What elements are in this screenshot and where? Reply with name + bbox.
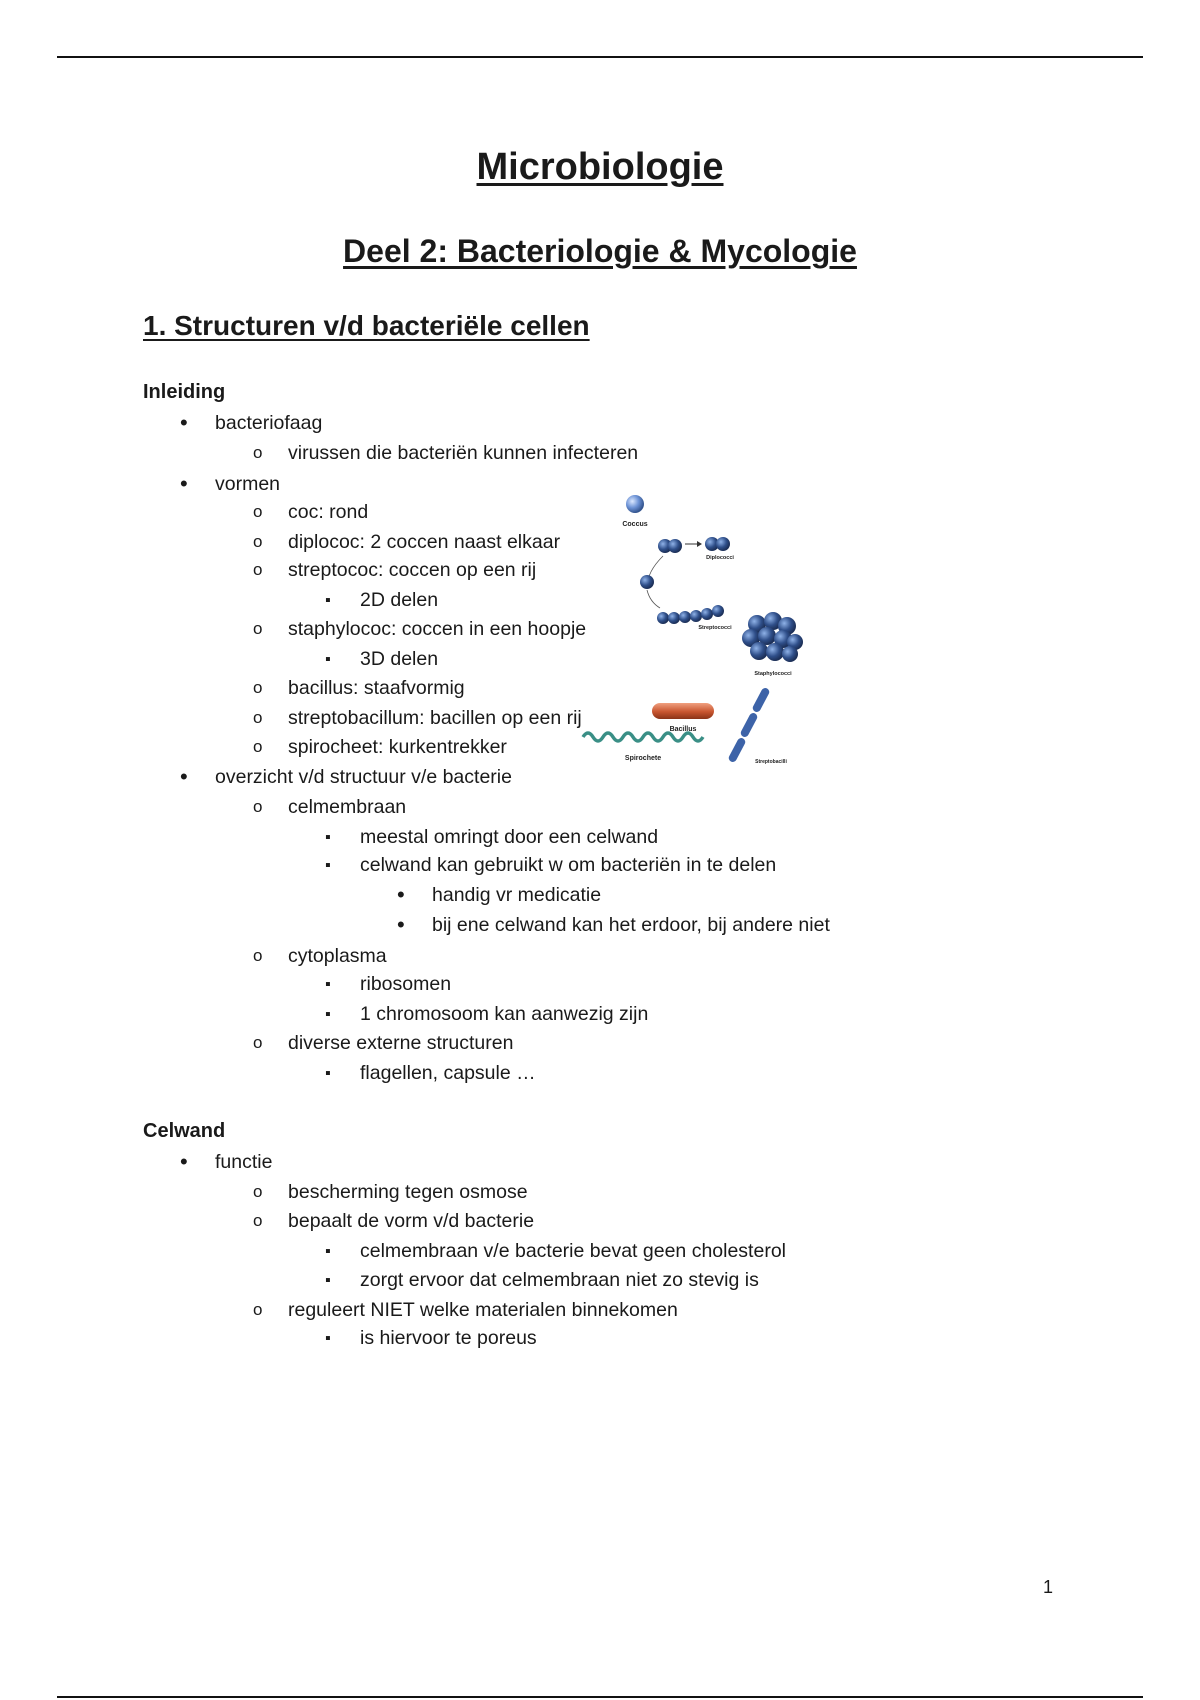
bullet-marker <box>325 1268 331 1293</box>
diplococci-label: Diplococci <box>706 555 734 561</box>
bullet-marker <box>325 588 331 613</box>
list-item: coc: rond <box>288 501 369 523</box>
list-item: bacteriofaag <box>215 412 323 434</box>
bullet-marker <box>180 765 188 791</box>
list-item: is hiervoor te poreus <box>360 1327 537 1349</box>
bullet-marker <box>253 676 262 700</box>
bullet-marker <box>253 558 262 582</box>
diplococci-shape <box>658 537 730 553</box>
staphylococci-label: Staphylococci <box>754 671 792 677</box>
streptobacilli-shape <box>727 687 770 764</box>
coccus-label: Coccus <box>622 521 648 528</box>
document-subtitle: Deel 2: Bacteriologie & Mycologie <box>343 233 857 269</box>
list-item: bescherming tegen osmose <box>288 1181 528 1203</box>
bullet-marker <box>180 411 188 437</box>
celwand-heading: Celwand <box>143 1120 226 1142</box>
list-item: 2D delen <box>360 589 439 611</box>
list-item: ribosomen <box>360 973 452 995</box>
list-item: overzicht v/d structuur v/e bacterie <box>215 766 512 788</box>
section-heading: 1. Structuren v/d bacteriële cellen <box>143 310 590 341</box>
list-item: vormen <box>215 473 281 495</box>
bullet-marker <box>253 1209 262 1233</box>
bullet-marker <box>325 972 331 997</box>
bullet-marker <box>397 883 405 909</box>
list-item: celmembraan <box>288 796 407 818</box>
list-item: functie <box>215 1151 273 1173</box>
list-item: celwand kan gebruikt w om bacteriën in te delen <box>360 854 777 876</box>
bullet-marker <box>325 1061 331 1086</box>
bullet-marker <box>253 617 262 641</box>
bullet-marker <box>325 647 331 672</box>
bullet-marker <box>325 825 331 850</box>
bullet-marker <box>253 706 262 730</box>
list-item: 1 chromosoom kan aanwezig zijn <box>360 1003 649 1025</box>
list-item: streptobacillum: bacillen op een rij <box>288 707 582 729</box>
top-rule <box>57 56 1143 58</box>
list-item: streptococ: coccen op een rij <box>288 559 537 581</box>
bullet-marker <box>253 1298 262 1322</box>
bullet-marker <box>325 853 331 878</box>
list-item: 3D delen <box>360 648 439 670</box>
bullet-marker <box>253 441 262 465</box>
bullet-marker <box>253 944 262 968</box>
list-item: bij ene celwand kan het erdoor, bij andere niet <box>432 914 830 936</box>
list-item: flagellen, capsule … <box>360 1062 536 1084</box>
list-item: diverse externe structuren <box>288 1032 514 1054</box>
list-item: reguleert NIET welke materialen binnekomen <box>288 1299 678 1321</box>
list-item: diplococ: 2 coccen naast elkaar <box>288 531 561 553</box>
coccus-shape <box>626 495 644 513</box>
list-item: staphylococ: coccen in een hoopje <box>288 618 587 640</box>
streptobacilli-label: Streptobacilli <box>755 759 787 765</box>
spirochete-shape <box>583 733 703 741</box>
bullet-marker <box>253 795 262 819</box>
list-item: celmembraan v/e bacterie bevat geen cholesterol <box>360 1240 786 1262</box>
bullet-marker <box>325 1239 331 1264</box>
bullet-marker <box>397 913 405 939</box>
bullet-marker <box>325 1326 331 1351</box>
spirochete-label: Spirochete <box>624 755 662 762</box>
bacteria-shapes-figure <box>575 490 825 790</box>
list-item: bepaalt de vorm v/d bacterie <box>288 1210 535 1232</box>
list-item: cytoplasma <box>288 945 387 967</box>
bullet-marker <box>180 1150 188 1176</box>
bullet-marker <box>325 1002 331 1027</box>
bullet-marker <box>180 472 188 498</box>
list-item: spirocheet: kurkentrekker <box>288 736 507 758</box>
bottom-rule <box>57 1696 1143 1698</box>
list-item: meestal omringt door een celwand <box>360 826 659 848</box>
document-title: Microbiologie <box>476 146 724 188</box>
list-item: handig vr medicatie <box>432 884 602 906</box>
list-item: virussen die bacteriën kunnen infecteren <box>288 442 639 464</box>
bullet-marker <box>253 1180 262 1204</box>
bullet-marker <box>253 735 262 759</box>
bacillus-label: Bacillus <box>669 726 697 733</box>
inleiding-heading: Inleiding <box>143 381 226 403</box>
list-item: zorgt ervoor dat celmembraan niet zo stevig is <box>360 1269 759 1291</box>
bullet-marker <box>253 500 262 524</box>
staphylococci-shape <box>742 612 803 662</box>
streptococci-shape <box>640 556 724 624</box>
bullet-marker <box>253 1031 262 1055</box>
streptococci-label: Streptococci <box>698 625 732 631</box>
bullet-marker <box>253 530 262 554</box>
list-item: bacillus: staafvormig <box>288 677 465 699</box>
bacillus-shape <box>652 703 714 719</box>
page-number: 1 <box>1043 1577 1054 1597</box>
